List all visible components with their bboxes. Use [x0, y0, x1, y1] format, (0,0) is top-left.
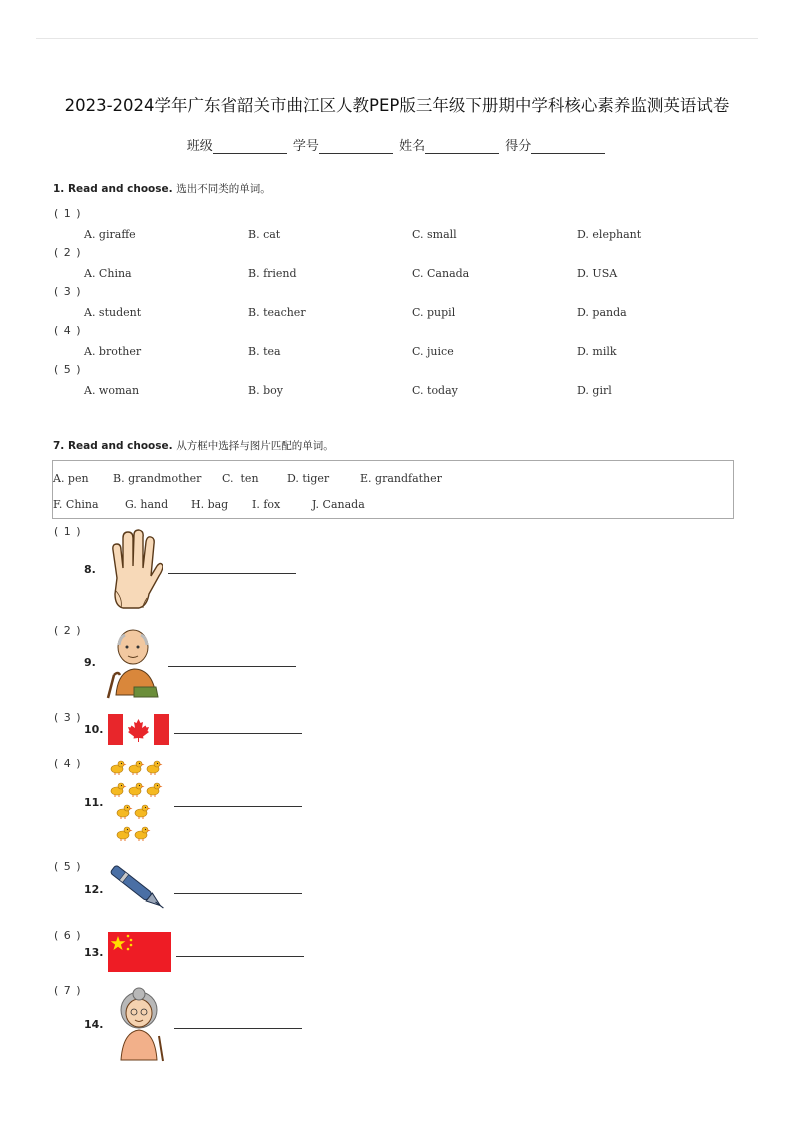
- item-number: 12.: [84, 883, 104, 896]
- sub-number: ( 2 ): [54, 624, 82, 637]
- sub-number: ( 5 ): [54, 860, 82, 873]
- question-number: ( 4 ): [54, 324, 82, 337]
- option-b[interactable]: B. teacher: [248, 306, 306, 319]
- china-flag-icon: [108, 932, 171, 972]
- answer-line[interactable]: [168, 573, 296, 574]
- answer-line[interactable]: [174, 733, 302, 734]
- option-d[interactable]: D. USA: [577, 267, 618, 280]
- page-title: 2023-2024学年广东省韶关市曲江区人教PEP版三年级下册期中学科核心素养监测英语试卷: [64, 96, 730, 115]
- option-d[interactable]: D. milk: [577, 345, 617, 358]
- option-d[interactable]: D. elephant: [577, 228, 642, 241]
- option-b[interactable]: B. tea: [248, 345, 281, 358]
- question-number: ( 3 ): [54, 285, 82, 298]
- sub-number: ( 4 ): [54, 757, 82, 770]
- class-field[interactable]: [213, 139, 287, 154]
- sub-number: ( 3 ): [54, 711, 82, 724]
- canada-flag-icon: [108, 714, 169, 745]
- option-a[interactable]: A. student: [84, 306, 142, 319]
- section1-instruction: 选出不同类的单词。: [176, 183, 271, 195]
- word-option: A. pen: [53, 472, 89, 485]
- answer-line[interactable]: [176, 956, 304, 957]
- option-a[interactable]: A. woman: [84, 384, 140, 397]
- student-info-row: [0, 135, 794, 154]
- word-option: H. bag: [191, 498, 229, 511]
- option-a[interactable]: A. brother: [84, 345, 142, 358]
- question-number: ( 2 ): [54, 246, 82, 259]
- word-option: B. grandmother: [113, 472, 202, 485]
- section2-heading: 7. Read and choose. 从方框中选择与图片匹配的单词。: [53, 440, 334, 452]
- word-option: D. tiger: [287, 472, 330, 485]
- id-field[interactable]: [319, 139, 393, 154]
- name-label: 姓名: [399, 139, 426, 154]
- top-rule: [36, 38, 758, 39]
- section2-instruction: 从方框中选择与图片匹配的单词。: [176, 440, 334, 452]
- item-number: 9.: [84, 656, 96, 669]
- answer-line[interactable]: [168, 666, 296, 667]
- option-b[interactable]: B. cat: [248, 228, 281, 241]
- item-number: 13.: [84, 946, 104, 959]
- option-d[interactable]: D. panda: [577, 306, 627, 319]
- ten-ducks-icon: [109, 758, 167, 848]
- sub-number: ( 7 ): [54, 984, 82, 997]
- option-a[interactable]: A. giraffe: [84, 228, 136, 241]
- sub-number: ( 6 ): [54, 929, 82, 942]
- pen-icon: [108, 861, 170, 917]
- option-c[interactable]: C. today: [412, 384, 458, 397]
- option-a[interactable]: A. China: [84, 267, 132, 280]
- option-d[interactable]: D. girl: [577, 384, 612, 397]
- word-option: G. hand: [125, 498, 169, 511]
- item-number: 8.: [84, 563, 96, 576]
- answer-line[interactable]: [174, 806, 302, 807]
- option-c[interactable]: C. small: [412, 228, 457, 241]
- option-b[interactable]: B. friend: [248, 267, 297, 280]
- score-field[interactable]: [531, 139, 605, 154]
- grandmother-icon: [113, 986, 167, 1062]
- grandfather-icon: [106, 627, 162, 699]
- question-number: ( 5 ): [54, 363, 82, 376]
- section1-heading: 1. Read and choose. 选出不同类的单词。: [53, 183, 271, 195]
- option-c[interactable]: C. juice: [412, 345, 454, 358]
- item-number: 10.: [84, 723, 104, 736]
- option-b[interactable]: B. boy: [248, 384, 283, 397]
- item-number: 11.: [84, 796, 104, 809]
- id-label: 学号: [292, 139, 319, 154]
- class-label: 班级: [186, 139, 213, 154]
- word-option: C. ten: [222, 472, 259, 485]
- hand-icon: [103, 528, 163, 612]
- word-option: I. fox: [252, 498, 281, 511]
- name-field[interactable]: [425, 139, 499, 154]
- word-option: E. grandfather: [360, 472, 442, 485]
- answer-line[interactable]: [174, 893, 302, 894]
- option-c[interactable]: C. Canada: [412, 267, 470, 280]
- item-number: 14.: [84, 1018, 104, 1031]
- score-label: 得分: [505, 139, 532, 154]
- option-c[interactable]: C. pupil: [412, 306, 456, 319]
- question-number: ( 1 ): [54, 207, 82, 220]
- answer-line[interactable]: [174, 1028, 302, 1029]
- word-option: J. Canada: [312, 498, 365, 511]
- word-option: F. China: [53, 498, 99, 511]
- sub-number: ( 1 ): [54, 525, 82, 538]
